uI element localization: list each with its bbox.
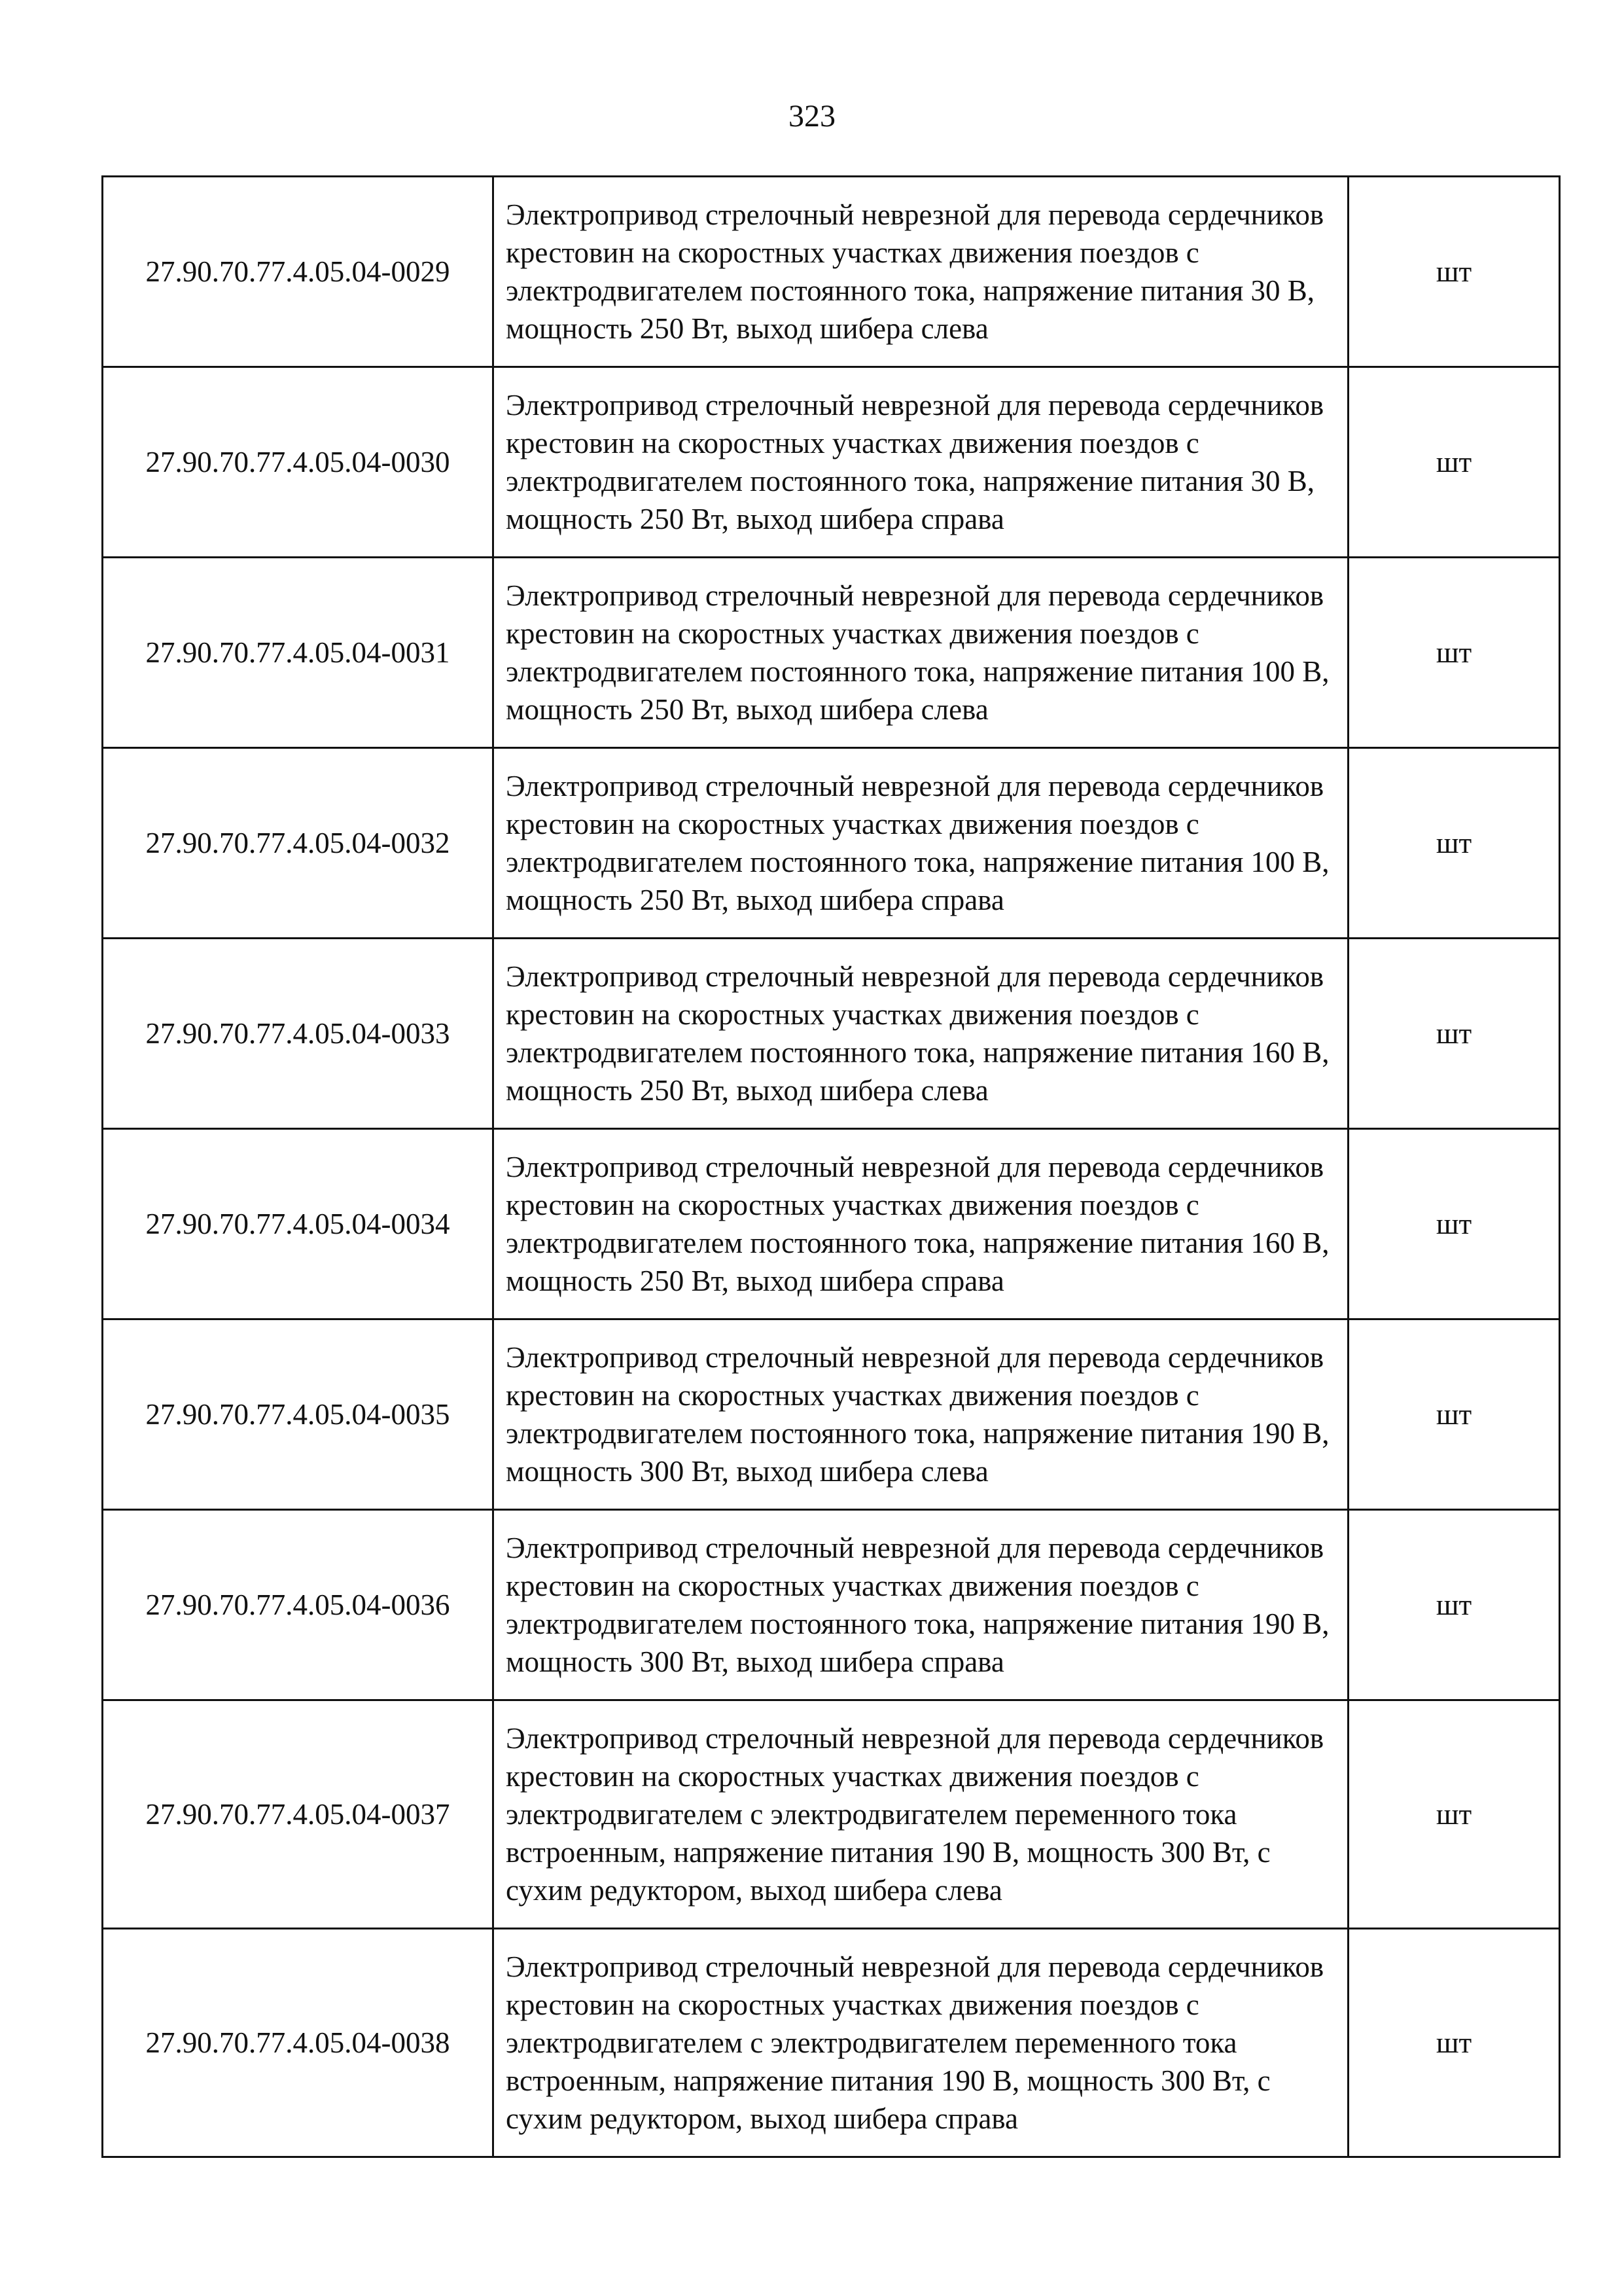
item-code: 27.90.70.77.4.05.04-0036 (103, 1510, 493, 1700)
page-number: 323 (788, 99, 836, 134)
table-row (103, 748, 1560, 939)
item-code: 27.90.70.77.4.05.04-0035 (103, 1319, 493, 1510)
item-code: 27.90.70.77.4.05.04-0029 (103, 177, 493, 367)
item-unit: шт (1349, 558, 1560, 748)
table-row (103, 1319, 1560, 1510)
item-description: Электропривод стрелочный неврезной для перевода сердечников крестовин на скоростных участках движения поездов с электродвигателем с электродвигателем переменного тока встроенным, напряжение питания 190 В, мощность 300 Вт, с сухим редуктором, выход шибера справа (493, 1929, 1349, 2157)
item-description: Электропривод стрелочный неврезной для перевода сердечников крестовин на скоростных участках движения поездов с электродвигателем постоянного тока, напряжение питания 100 В, мощность 250 Вт, выход шибера слева (493, 558, 1349, 748)
item-code: 27.90.70.77.4.05.04-0033 (103, 939, 493, 1129)
item-unit: шт (1349, 1319, 1560, 1510)
table-row (103, 939, 1560, 1129)
item-description: Электропривод стрелочный неврезной для перевода сердечников крестовин на скоростных участках движения поездов с электродвигателем постоянного тока, напряжение питания 100 В, мощность 250 Вт, выход шибера справа (493, 748, 1349, 939)
item-code: 27.90.70.77.4.05.04-0031 (103, 558, 493, 748)
item-description: Электропривод стрелочный неврезной для перевода сердечников крестовин на скоростных участках движения поездов с электродвигателем постоянного тока, напряжение питания 160 В, мощность 250 Вт, выход шибера справа (493, 1129, 1349, 1319)
item-unit: шт (1349, 1700, 1560, 1929)
item-description: Электропривод стрелочный неврезной для перевода сердечников крестовин на скоростных участках движения поездов с электродвигателем постоянного тока, напряжение питания 160 В, мощность 250 Вт, выход шибера слева (493, 939, 1349, 1129)
item-code: 27.90.70.77.4.05.04-0038 (103, 1929, 493, 2157)
item-code: 27.90.70.77.4.05.04-0030 (103, 367, 493, 558)
item-code: 27.90.70.77.4.05.04-0032 (103, 748, 493, 939)
table-row (103, 177, 1560, 367)
item-description: Электропривод стрелочный неврезной для перевода сердечников крестовин на скоростных участках движения поездов с электродвигателем постоянного тока, напряжение питания 190 В, мощность 300 Вт, выход шибера слева (493, 1319, 1349, 1510)
item-unit: шт (1349, 1929, 1560, 2157)
item-code: 27.90.70.77.4.05.04-0034 (103, 1129, 493, 1319)
table-row (103, 1510, 1560, 1700)
table-row (103, 1700, 1560, 1929)
table-row (103, 1929, 1560, 2157)
item-unit: шт (1349, 939, 1560, 1129)
table-row (103, 1129, 1560, 1319)
item-unit: шт (1349, 367, 1560, 558)
item-description: Электропривод стрелочный неврезной для перевода сердечников крестовин на скоростных участках движения поездов с электродвигателем с электродвигателем переменного тока встроенным, напряжение питания 190 В, мощность 300 Вт, с сухим редуктором, выход шибера слева (493, 1700, 1349, 1929)
item-description: Электропривод стрелочный неврезной для перевода сердечников крестовин на скоростных участках движения поездов с электродвигателем постоянного тока, напряжение питания 30 В, мощность 250 Вт, выход шибера справа (493, 367, 1349, 558)
item-description: Электропривод стрелочный неврезной для перевода сердечников крестовин на скоростных участках движения поездов с электродвигателем постоянного тока, напряжение питания 30 В, мощность 250 Вт, выход шибера слева (493, 177, 1349, 367)
table-row (103, 558, 1560, 748)
table-row (103, 367, 1560, 558)
item-description: Электропривод стрелочный неврезной для перевода сердечников крестовин на скоростных участках движения поездов с электродвигателем постоянного тока, напряжение питания 190 В, мощность 300 Вт, выход шибера справа (493, 1510, 1349, 1700)
item-unit: шт (1349, 748, 1560, 939)
item-unit: шт (1349, 177, 1560, 367)
catalog-table (101, 175, 1561, 2158)
item-unit: шт (1349, 1129, 1560, 1319)
item-unit: шт (1349, 1510, 1560, 1700)
item-code: 27.90.70.77.4.05.04-0037 (103, 1700, 493, 1929)
